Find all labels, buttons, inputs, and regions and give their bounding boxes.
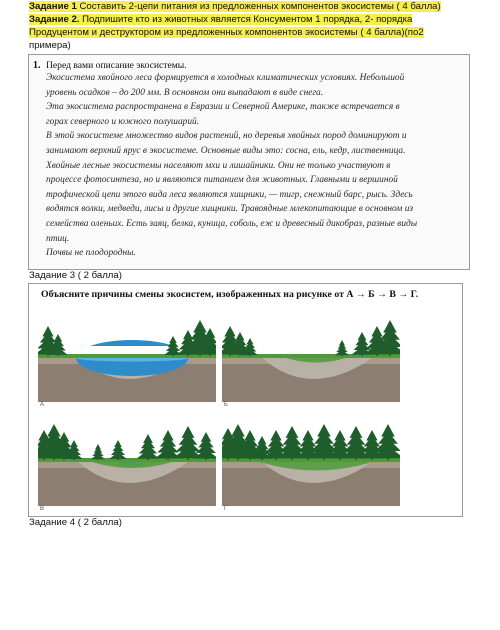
task3-title: Задание 3 ( 2 балла) — [29, 270, 122, 281]
panel-label-g: Г — [224, 506, 228, 512]
passage-line: птиц. — [46, 233, 70, 244]
panel-label-v: В — [40, 506, 45, 512]
lake-panel-a — [38, 308, 216, 402]
task2-line2 — [29, 27, 424, 39]
passage-line: уровень осадков – до 200 мм. В основном они выпадают в виде снега. — [46, 87, 324, 98]
task2-text-line3: примера) — [29, 40, 71, 51]
passage-line: занимают верхний ярус в экосистеме. Основные виды это: сосна, ель, кедр, лиственница. — [46, 146, 406, 156]
panel-label-b: Б — [224, 402, 228, 408]
arrow-icon: → — [398, 289, 409, 300]
stage-label-v: В — [389, 289, 396, 300]
figure-question — [41, 289, 418, 300]
passage-line: водятся волки, медведи, лисы и другие хищники. Травоядные млекопитающие в основном из — [46, 204, 414, 215]
passage-line: горах северного и южного полушарий. — [46, 116, 200, 127]
lake-panel-v — [38, 412, 216, 506]
passage-line: трофической цепи этого вида леса являются хищники, — тигр, снежный барс, рысь. Здесь — [46, 189, 413, 200]
task2-text-line2: Продуцентом и деструктором из предложенных компонентов экосистемы ( 4 балла)(по2 — [29, 27, 424, 38]
task2-text-line1: Подпишите кто из животных является Консументом 1 порядка, 2- порядка — [79, 14, 413, 25]
passage-line: Эта экосистема распространена в Евразии и Северной Америке, также встречается в — [46, 102, 400, 113]
task2-line1 — [29, 14, 412, 26]
panel-label-a: А — [40, 402, 45, 408]
passage-line: семейства оленьих. Есть заяц, белка, куница, соболь, еж и древесный дикобраз, разные виды — [46, 219, 418, 229]
task4-title: Задание 4 ( 2 балла) — [29, 517, 122, 528]
passage-line: процессе фотосинтеза, но и являются питанием для животных. Главными и вершиной — [46, 175, 398, 186]
stage-label-g: Г. — [410, 289, 419, 300]
passage-line: В этой экосистеме множество видов растений, но деревья хвойных пород доминируют и — [46, 131, 407, 142]
passage-line: Почвы не плодородны. — [46, 248, 136, 259]
grass-strip — [222, 458, 400, 462]
lake-panel-b — [222, 308, 400, 402]
lake-panel-g — [222, 412, 400, 506]
task2-line3 — [29, 40, 71, 52]
task1-line — [29, 1, 441, 13]
stage-label-b: Б — [368, 289, 375, 300]
passage-line: Экосистема хвойного леса формируется в холодных климатических условиях. Небольшой — [46, 73, 405, 83]
passage-heading: Перед вами описание экосистемы. — [46, 60, 187, 71]
passage-line: Хвойные лесные экосистемы населяют мхи и лишайники. Они не только участвуют в — [46, 160, 391, 171]
figure-question-text: Объясните причины смены экосистем, изображенных на рисунке от А — [41, 289, 354, 300]
task1-title: Задание 1 — [29, 1, 77, 12]
passage-number: 1. — [33, 60, 41, 71]
arrow-icon: → — [355, 289, 366, 300]
task2-title: Задание 2. — [29, 14, 80, 25]
arrow-icon: → — [377, 289, 387, 300]
task1-text: Составить 2-цепи питания из предложенных компонентов экосистемы ( 4 балла) — [76, 1, 441, 12]
